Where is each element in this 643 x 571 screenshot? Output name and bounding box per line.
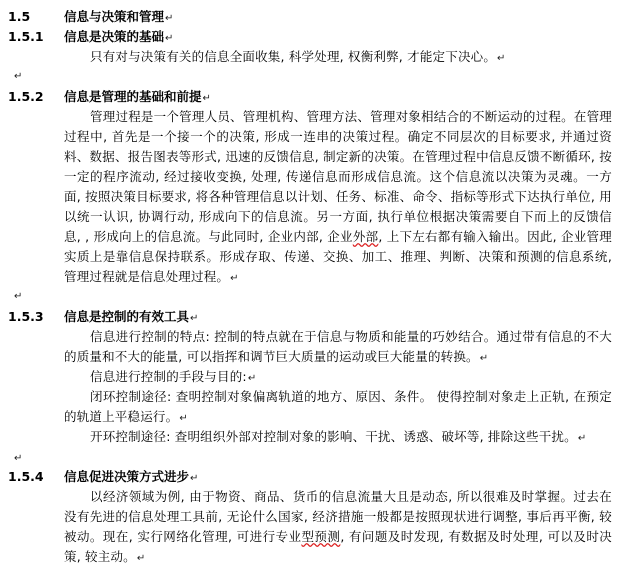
paragraph-text-rest: , 有问题及时发现, 有数据及时处理, 可以及时决策, 较主动。 bbox=[64, 529, 612, 564]
section-number: 1.5.2 bbox=[8, 89, 44, 104]
section-heading-1-5-2 bbox=[8, 88, 211, 106]
section-title: 信息与决策和管理 bbox=[64, 9, 165, 24]
paragraph-text: 开环控制途径: 查明组织外部对控制对象的影响、干扰、诱惑、破坏等, 排除这些干扰。 bbox=[90, 429, 577, 444]
paragraph-mark-icon: ↵ bbox=[165, 13, 174, 24]
paragraph-mark-icon: ↵ bbox=[14, 71, 23, 82]
paragraph-mark-icon: ↵ bbox=[230, 273, 239, 284]
section-title: 信息促进决策方式进步 bbox=[64, 469, 190, 484]
paragraph-1-5-4 bbox=[64, 487, 612, 569]
section-title: 信息是管理的基础和前提 bbox=[64, 89, 202, 104]
paragraph-1-5-3-d bbox=[64, 427, 612, 449]
paragraph-text: 管理过程是一个管理人员、管理机构、管理方法、管理对象相结合的不断运动的过程。在管理过程中, 首先是一个接一个的决策, 形成一连串的决策过程。确定不同层次的目标要求, 并通过资料、数据、报告图表等形式, 迅速的反馈信息, 制定新的决策。在管理过程中信息反馈不断循环, 按一定的程序流动, 经过接收变换, 处理, 传递信息而形成信息流。这个信息流以决策为灵魂。一方面, 按照决策目标要求, 将各种管理信息以计划、任务、标准、命令、指标等形式下达执行单位, 用以统一认识, 协调行动, 形成向下的信息流。另一方面, 执行单位根据决策需要自下而上的反馈信息, , 形成向上的信息流。与此同时, 企业内部, 企业 bbox=[64, 109, 612, 244]
section-number: 1.5.4 bbox=[8, 469, 44, 484]
spellcheck-underlined-text: 型预测 bbox=[301, 529, 341, 544]
section-number: 1.5 bbox=[8, 9, 31, 24]
paragraph-text: 信息进行控制的特点: 控制的特点就在于信息与物质和能量的巧妙结合。通过带有信息的不大的质量和不大的能量, 可以指挥和调节巨大质量的运动或巨大能量的转换。 bbox=[64, 329, 612, 364]
paragraph-text: 信息进行控制的手段与目的: bbox=[90, 369, 247, 384]
spellcheck-underlined-text: 外部 bbox=[352, 229, 379, 244]
paragraph-text-rest: , 上下左右都有输入输出。因此, 企业管理实质上是靠信息保持联系。形成存取、传递、交换、加工、推理、判断、决策和预测的信息系统, 管理过程就是信息处理过程。 bbox=[64, 229, 612, 284]
section-heading-1-5-1 bbox=[8, 28, 173, 46]
section-title: 信息是决策的基础 bbox=[64, 29, 165, 44]
section-number: 1.5.3 bbox=[8, 309, 44, 324]
paragraph-1-5-2 bbox=[64, 107, 612, 289]
paragraph-1-5-3-a bbox=[64, 327, 612, 369]
paragraph-mark-icon: ↵ bbox=[165, 33, 174, 44]
paragraph-text: 只有对与决策有关的信息全面收集, 科学处理, 权衡利弊, 才能定下决心。 bbox=[90, 49, 497, 64]
paragraph-text: 以经济领域为例, 由于物资、商品、货币的信息流量大且是动态, 所以很难及时掌握。过去在没有先进的信息处理工具前, 无论什么国家, 经济措施一般都是按照现状进行调整, 事后再平衡, 较被动。现在, 实行网络化管理, 可进行专业 bbox=[64, 489, 612, 544]
section-heading-1-5-3 bbox=[8, 308, 198, 326]
section-heading-1-5-4 bbox=[8, 468, 198, 486]
paragraph-mark-icon: ↵ bbox=[479, 353, 489, 364]
paragraph-mark-icon: ↵ bbox=[202, 93, 211, 104]
paragraph-mark-icon: ↵ bbox=[190, 313, 199, 324]
paragraph-mark-icon: ↵ bbox=[179, 413, 188, 424]
paragraph-mark-icon: ↵ bbox=[247, 373, 257, 384]
paragraph-mark-icon: ↵ bbox=[497, 53, 506, 64]
paragraph-mark-icon: ↵ bbox=[136, 553, 146, 564]
paragraph-mark-icon: ↵ bbox=[14, 291, 23, 302]
section-title: 信息是控制的有效工具 bbox=[64, 309, 190, 324]
paragraph-1-5-3-b bbox=[64, 367, 612, 389]
paragraph-mark-icon: ↵ bbox=[190, 473, 199, 484]
paragraph-1-5-1 bbox=[64, 47, 612, 69]
paragraph-1-5-3-c bbox=[64, 387, 612, 429]
section-number: 1.5.1 bbox=[8, 29, 44, 44]
section-heading-1-5 bbox=[8, 8, 173, 26]
paragraph-mark-icon: ↵ bbox=[14, 453, 23, 464]
paragraph-text: 闭环控制途径: 查明控制对象偏离轨道的地方、原因、条件。 使得控制对象走上正轨, 在预定的轨道上平稳运行。 bbox=[64, 389, 612, 424]
paragraph-mark-icon: ↵ bbox=[577, 433, 587, 444]
